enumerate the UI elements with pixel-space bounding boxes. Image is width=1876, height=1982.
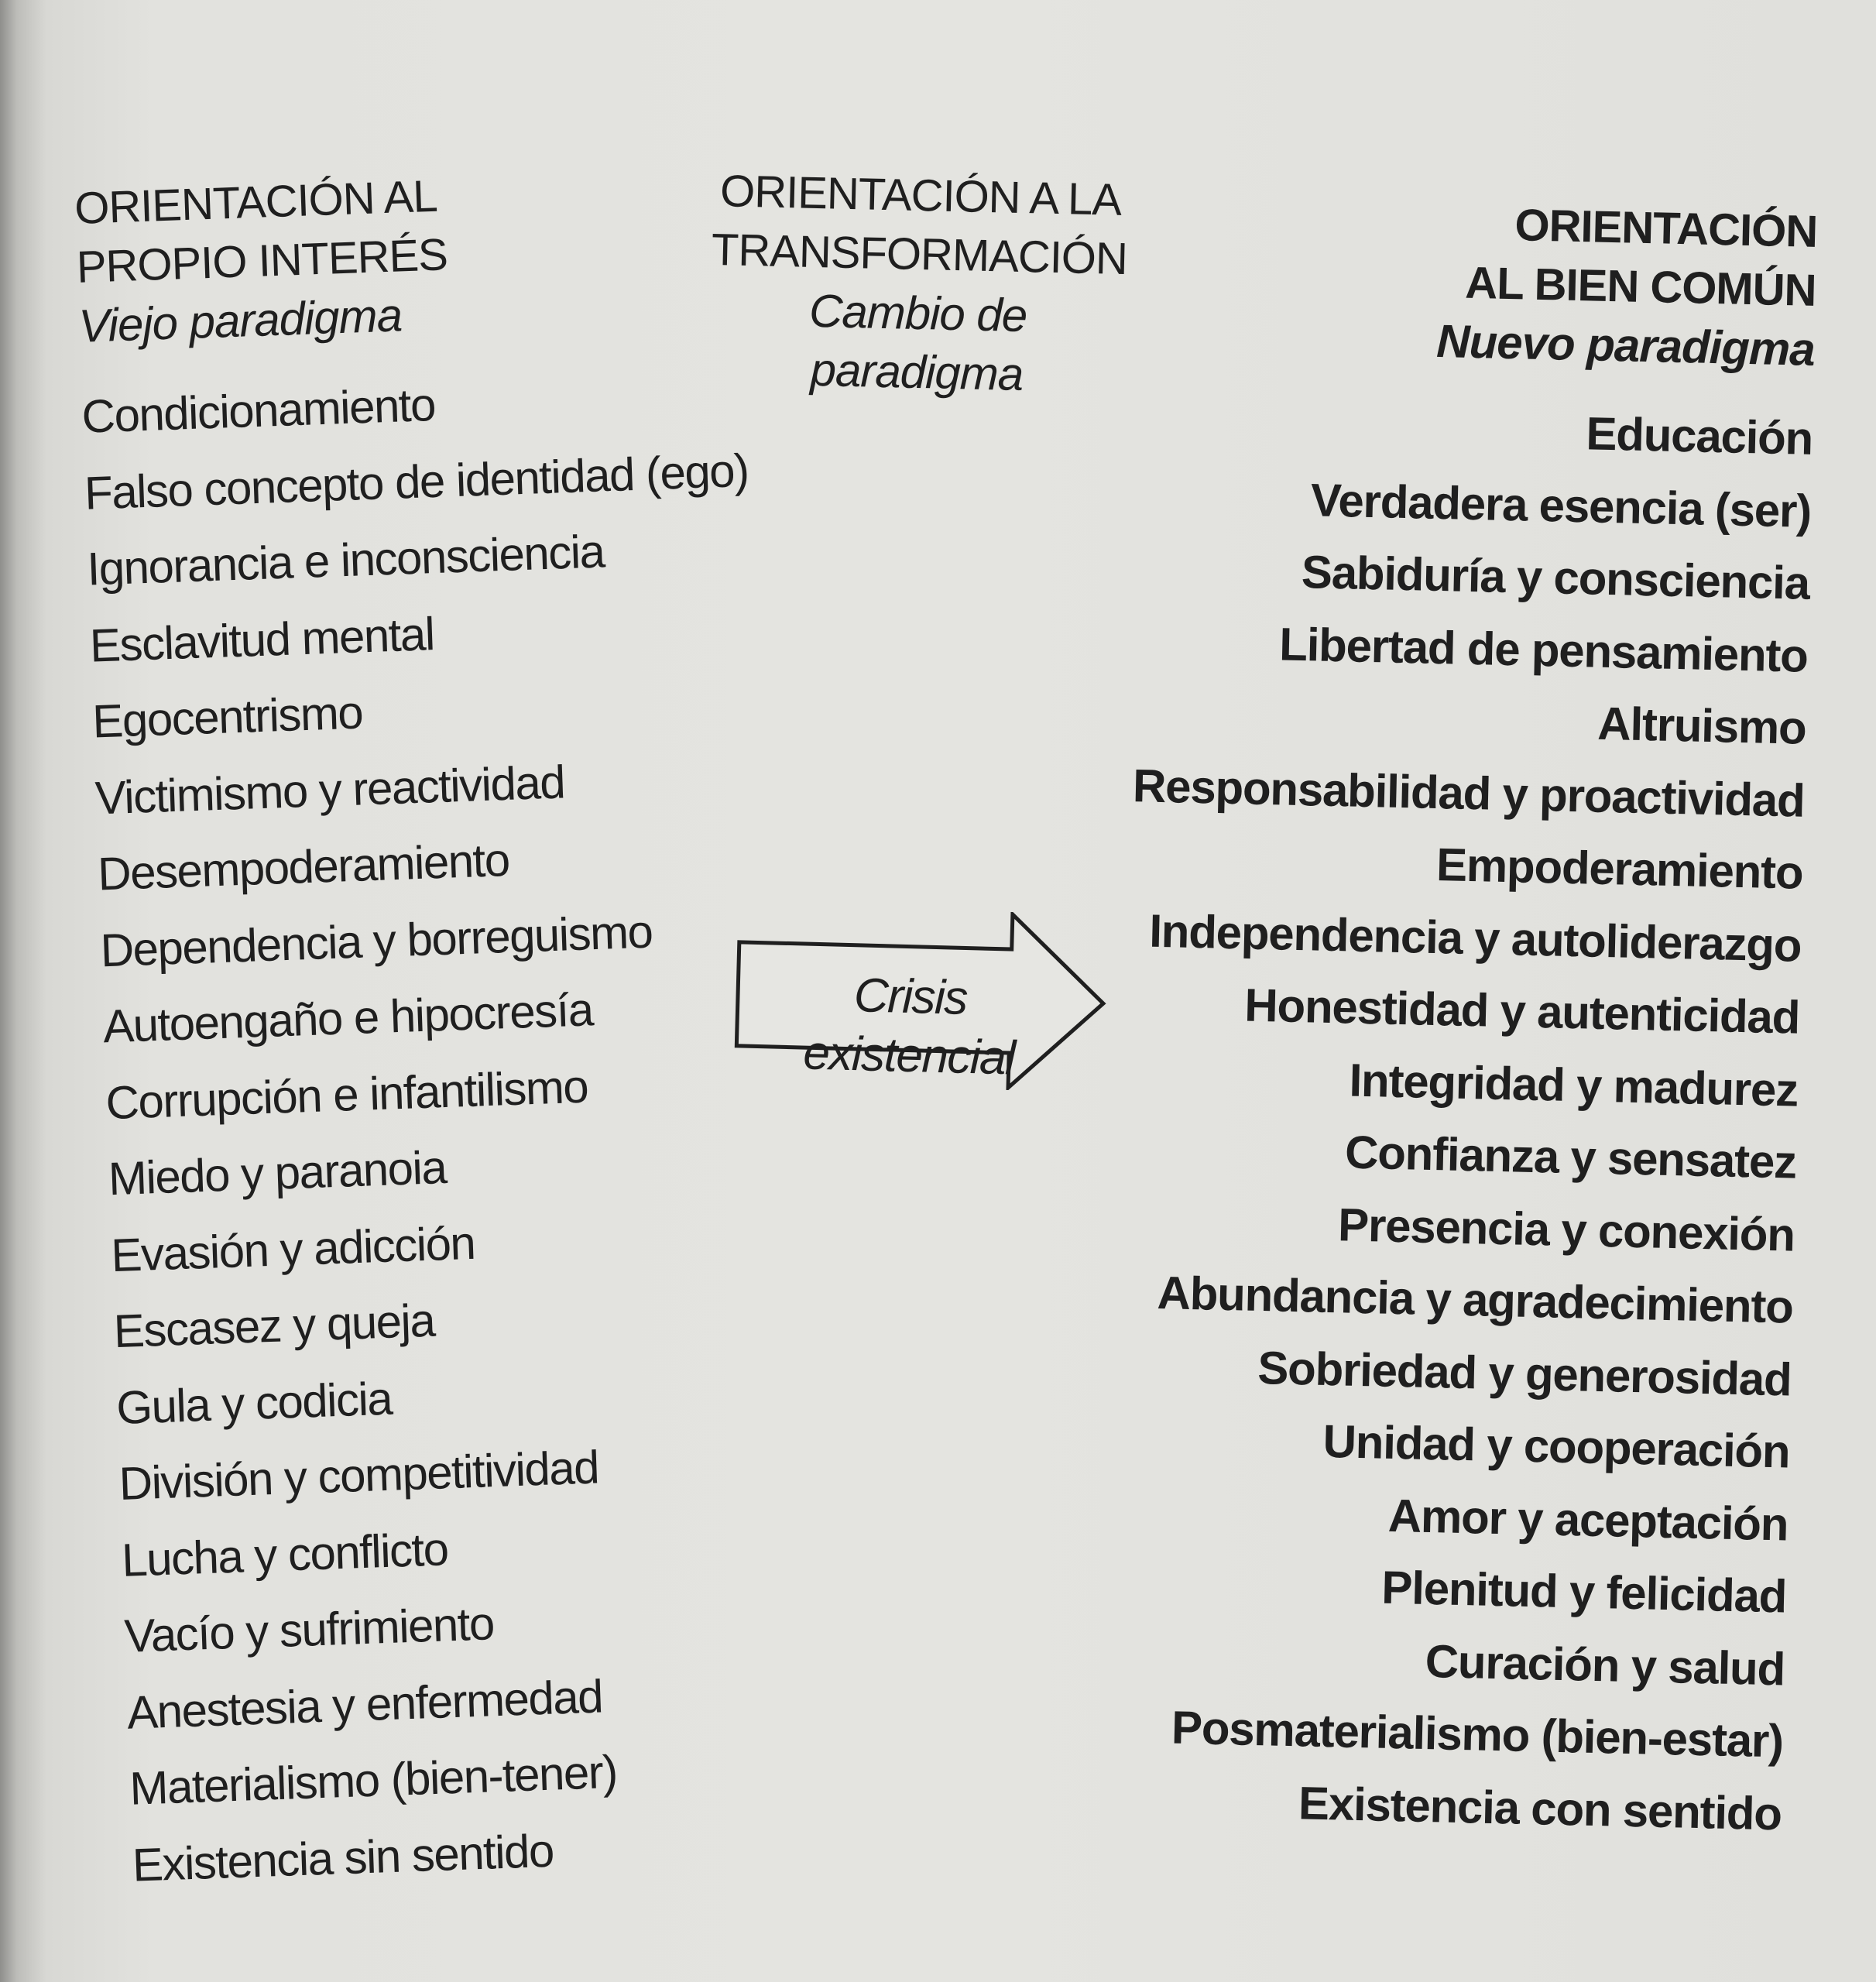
right-heading-line2: AL BIEN COMÚN	[1464, 257, 1817, 316]
left-item: Autoengaño e hipocresía	[102, 983, 594, 1053]
left-heading-line2: PROPIO INTERÉS	[75, 229, 448, 293]
left-item: Ignorancia e inconsciencia	[86, 525, 605, 595]
middle-subheading: Cambio de paradigma	[808, 284, 1028, 401]
right-item: Responsabilidad y proactividad	[1132, 759, 1806, 827]
left-item: Dependencia y borreguismo	[99, 905, 653, 976]
left-item: Desempoderamiento	[97, 833, 510, 900]
right-item: Curación y salud	[1425, 1634, 1785, 1696]
left-item: División y competitividad	[118, 1441, 600, 1510]
right-item: Sabiduría y consciencia	[1301, 545, 1810, 609]
middle-heading-line1: ORIENTACIÓN A LA	[719, 166, 1122, 225]
right-items-list	[1007, 385, 1813, 1850]
right-item: Integridad y madurez	[1348, 1054, 1799, 1116]
right-item: Verdadera esencia (ser)	[1310, 473, 1812, 537]
left-item: Lucha y conflicto	[121, 1522, 449, 1586]
right-item: Honestidad y autenticidad	[1243, 979, 1800, 1044]
right-heading-line1: ORIENTACIÓN	[1514, 200, 1818, 257]
right-column-new-paradigm	[1007, 185, 1818, 1862]
left-item: Existencia sin sentido	[131, 1824, 554, 1891]
left-item: Condicionamiento	[81, 378, 436, 443]
right-item: Independencia y autoliderazgo	[1148, 904, 1802, 972]
left-item: Miedo y paranoia	[107, 1141, 448, 1205]
left-subheading: Viejo paradigma	[77, 289, 403, 352]
left-item: Evasión y adicción	[110, 1216, 476, 1281]
right-item: Plenitud y felicidad	[1380, 1561, 1787, 1623]
left-item: Esclavitud mental	[88, 607, 435, 672]
middle-heading-line2: TRANSFORMACIÓN	[711, 224, 1128, 285]
right-item: Empoderamiento	[1435, 838, 1804, 899]
right-item: Altruismo	[1596, 697, 1807, 754]
left-item: Vacío y sufrimiento	[123, 1597, 495, 1662]
right-item: Educación	[1585, 407, 1813, 465]
left-item: Anestesia y enfermedad	[125, 1669, 603, 1739]
left-item: Escasez y queja	[112, 1294, 436, 1358]
left-item: Falso concepto de identidad (ego)	[83, 444, 749, 520]
crisis-label: Crisis existencial	[802, 969, 1016, 1085]
right-item: Unidad y cooperación	[1322, 1414, 1791, 1478]
right-item: Existencia con sentido	[1298, 1776, 1782, 1840]
left-item: Victimismo y reactividad	[94, 755, 566, 824]
left-item: Egocentrismo	[91, 686, 364, 748]
right-item: Confianza y sensatez	[1344, 1126, 1797, 1188]
left-heading-line1: ORIENTACIÓN AL	[74, 170, 438, 234]
right-item: Abundancia y agradecimiento	[1156, 1267, 1794, 1333]
left-item: Corrupción e infantilismo	[105, 1060, 589, 1129]
right-item: Sobriedad y generosidad	[1257, 1341, 1792, 1406]
right-subheading: Nuevo paradigma	[1435, 314, 1816, 375]
right-item: Posmaterialismo (bien-estar)	[1171, 1701, 1784, 1768]
right-item: Presencia y conexión	[1337, 1198, 1795, 1261]
right-item: Libertad de pensamiento	[1278, 617, 1809, 682]
left-item: Materialismo (bien-tener)	[129, 1745, 618, 1815]
left-column-old-paradigm	[74, 156, 831, 1916]
right-item: Amor y aceptación	[1387, 1489, 1789, 1551]
left-items-list	[81, 355, 830, 1903]
left-item: Gula y codicia	[115, 1372, 393, 1434]
